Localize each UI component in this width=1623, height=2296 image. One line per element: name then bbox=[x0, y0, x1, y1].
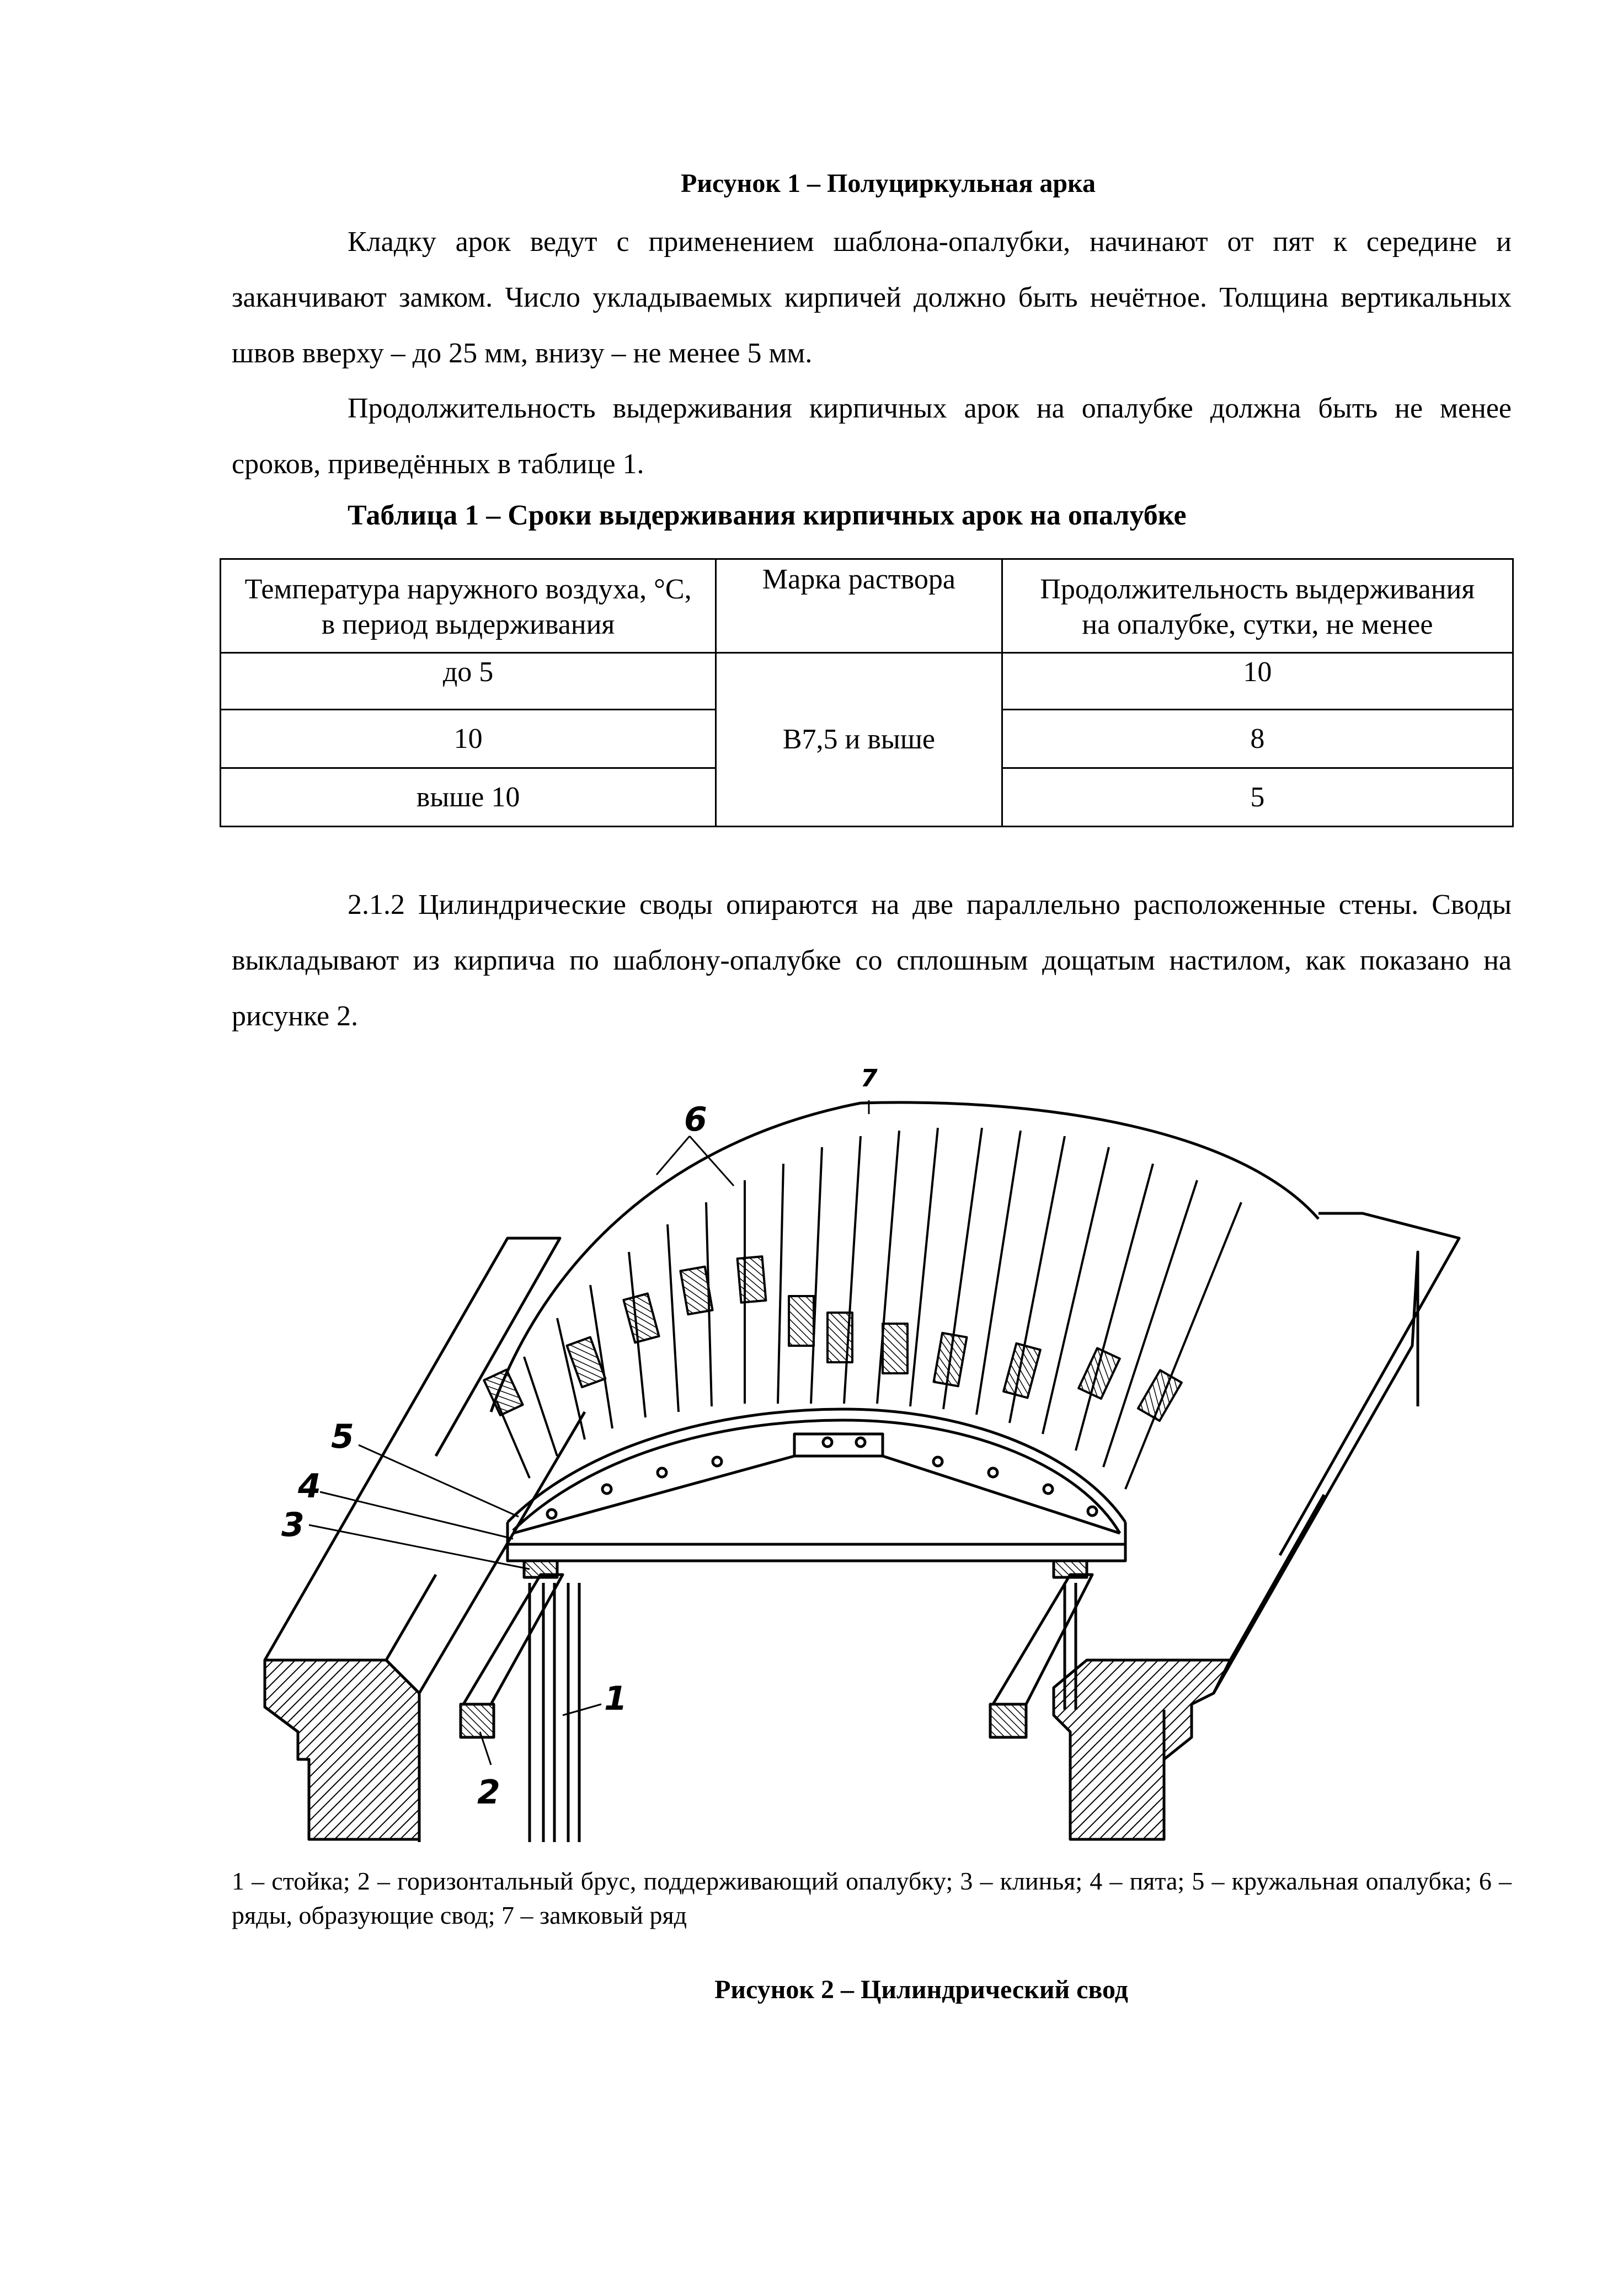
header-duration: Продолжительность выдерживания на опалубке, сутки, не менее bbox=[1002, 559, 1513, 653]
callout-label-6: 6 bbox=[684, 1100, 707, 1139]
paragraph-text: 2.1.2 Цилиндрические своды опираются на две параллельно расположенные стены. Своды выкладывают из кирпича по шаблону-опалубке со сплошным дощатым настилом, как показано на рисунке 2. bbox=[232, 889, 1512, 1032]
callout-label-3: 3 bbox=[281, 1506, 305, 1544]
cell-temperature: 10 bbox=[221, 710, 716, 768]
cell-mortar-grade: В7,5 и выше bbox=[716, 653, 1002, 827]
cell-days: 5 bbox=[1002, 768, 1513, 827]
callout-label-4: 4 bbox=[298, 1467, 321, 1506]
figure2-caption: Рисунок 2 – Цилиндрический свод bbox=[714, 1975, 1128, 2004]
header-mortar-grade: Марка раствора bbox=[716, 559, 1002, 653]
callout-label-7: 7 bbox=[861, 1064, 878, 1093]
callout-label-2: 2 bbox=[477, 1773, 500, 1812]
table1-title: Таблица 1 – Сроки выдерживания кирпичных арок на опалубке bbox=[348, 500, 1187, 531]
callout-label-1: 1 bbox=[604, 1679, 627, 1718]
cell-temperature: выше 10 bbox=[221, 768, 716, 827]
paragraph-text: Продолжительность выдерживания кирпичных арок на опалубке должна быть не менее сроков, приведённых в таблице 1. bbox=[232, 393, 1512, 480]
centering-formwork bbox=[508, 1434, 1125, 1561]
header-temperature: Температура наружного воздуха, °C, в период выдерживания bbox=[221, 559, 716, 653]
cell-days: 10 bbox=[1002, 653, 1513, 710]
cell-days: 8 bbox=[1002, 710, 1513, 768]
paragraph-text: Кладку арок ведут с применением шаблона-опалубки, начинают от пят к середине и заканчивают замком. Число укладываемых кирпичей должно быть нечётное. Толщина вертикальных швов вверху – до 25 мм, внизу – не менее 5 мм. bbox=[232, 226, 1512, 369]
figure2-legend: 1 – стойка; 2 – горизонтальный брус, поддерживающий опалубку; 3 – клинья; 4 – пята; 5 – кружальная опалубка; 6 – ряды, образующие свод; 7 – замковый ряд bbox=[232, 1867, 1512, 1929]
callout-label-5: 5 bbox=[331, 1417, 354, 1456]
figure1-caption: Рисунок 1 – Полуциркульная арка bbox=[681, 169, 1096, 198]
cell-temperature: до 5 bbox=[221, 653, 716, 710]
left-wall bbox=[265, 1238, 585, 1842]
